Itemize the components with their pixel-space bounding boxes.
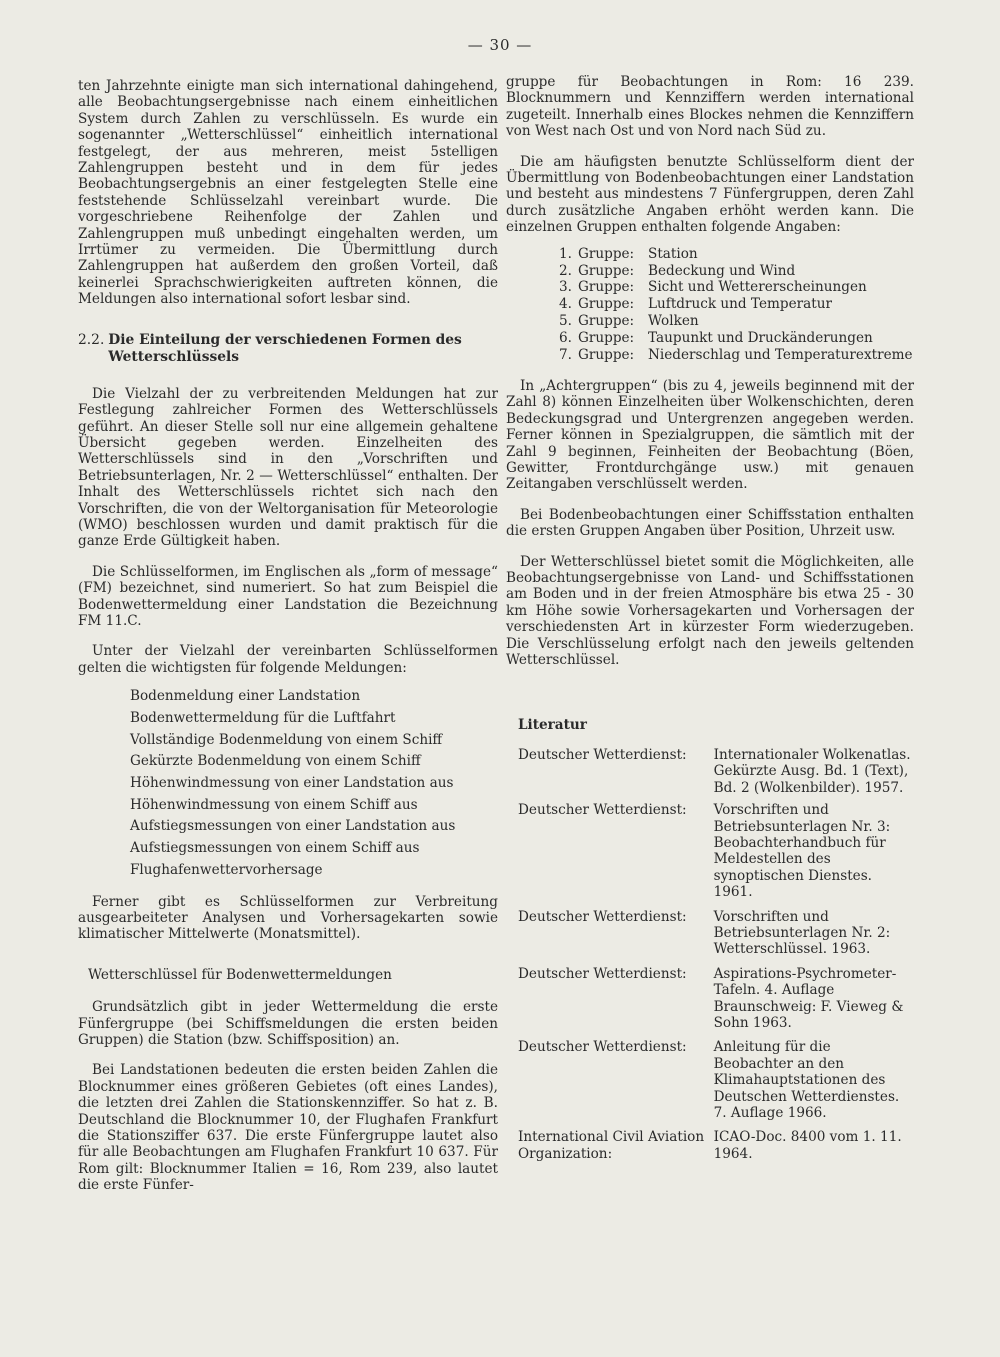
group-text: Bedeckung und Wind (648, 262, 796, 279)
lit-author: Deutscher Wetterdienst: (518, 965, 687, 982)
paragraph: Der Wetterschlüssel bietet somit die Möglichkeiten, alle Beobachtungsergebnisse von Land- und Schiffsstationen am Boden und in der freien Atmosphäre bis etwa 25 - 30 km Höhe sowie Vorhersagekarten und Vorhersagen der verschiedensten Art in kürzester Form wiederzugeben. Die Verschlüsselung erfolgt nach den jeweils geltenden Wetterschlüssel. (506, 553, 914, 669)
lit-author: Deutscher Wetterdienst: (518, 746, 687, 763)
literature-entry (506, 747, 914, 796)
paragraph: gruppe für Beobachtungen in Rom: 16 239. Blocknummern und Kennziffern werden international zugeteilt. Innerhalb eines Blockes nehmen die Kennziffern von West nach Ost und von Nord nach Süd zu. (506, 74, 914, 140)
group-number: 5. (559, 313, 572, 330)
lit-author: International Civil Aviation Organization: (518, 1129, 705, 1162)
literature-heading: Literatur (518, 716, 587, 733)
group-label: Gruppe: (578, 296, 635, 313)
paragraph: Ferner gibt es Schlüsselformen zur Verbreitung ausgearbeiteter Analysen und Vorhersagekarten sowie klimatischer Mittelwerte (Monatsmittel). (78, 893, 498, 943)
list-item: Aufstiegsmessungen von einer Landstation aus (130, 818, 456, 835)
group-item (550, 279, 914, 296)
lit-title: Anleitung für die Beobachter an den Klimahauptstationen des Deutschen Wetterdienstes. 7. Auflage 1966. (713, 1039, 900, 1122)
group-text: Taupunkt und Druckänderungen (648, 330, 873, 347)
group-label: Gruppe: (578, 279, 635, 296)
group-item (550, 330, 914, 347)
group-number: 1. (559, 245, 572, 262)
group-list (550, 246, 914, 364)
group-text: Luftdruck und Temperatur (648, 296, 832, 313)
group-label: Gruppe: (578, 245, 635, 262)
group-label: Gruppe: (578, 262, 635, 279)
left-column (78, 78, 498, 1208)
list-item: Aufstiegsmessungen von einem Schiff aus (130, 840, 420, 857)
list-item: Bodenmeldung einer Landstation (130, 688, 361, 705)
lit-title: Internationaler Wolkenatlas. Gekürzte Ausg. Bd. 1 (Text), Bd. 2 (Wolkenbilder). 1957. (713, 746, 911, 796)
group-number: 6. (559, 330, 572, 347)
group-text: Niederschlag und Temperaturextreme (648, 347, 913, 364)
group-label: Gruppe: (578, 313, 635, 330)
group-text: Sicht und Wettererscheinungen (648, 279, 867, 296)
group-item (550, 246, 914, 263)
group-item (550, 347, 914, 364)
lit-title: ICAO-Doc. 8400 vom 1. 11. 1964. (713, 1129, 902, 1162)
list-item: Höhenwindmessung von einer Landstation aus (130, 775, 454, 791)
group-text: Wolken (648, 313, 699, 330)
paragraph: Unter der Vielzahl der vereinbarten Schlüsselformen gelten die wichtigsten für folgende Meldungen: (78, 643, 498, 676)
group-number: 4. (559, 296, 572, 313)
paragraph: Die Schlüsselformen, im Englischen als „form of message“ (FM) bezeichnet, sind numeriert. So hat zum Beispiel die Bodenwettermeldung einer Landstation die Bezeichnung FM 11.C. (78, 563, 498, 629)
section-heading (78, 332, 498, 366)
literature-entry (506, 1129, 914, 1162)
group-label: Gruppe: (578, 330, 635, 347)
group-number: 2. (559, 262, 572, 279)
list-item: Flughafenwettervorhersage (130, 861, 323, 878)
paragraph: Bei Landstationen bedeuten die ersten beiden Zahlen die Blocknummer eines größeren Gebietes (oft eines Landes), die letzten drei Zahlen die Stationskennziffer. So hat z. B. Deutschland die Blocknummer 10, der Flughafen Frankfurt die Stationsziffer 637. Die erste Fünfergruppe lautet also für alle Beobachtungen am Flughafen Frankfurt 10 637. Für Rom gilt: Blocknummer Italien = 16, Rom 239, also lautet die erste Fünfer- (78, 1062, 498, 1194)
lit-title: Aspirations-Psychrometer-Tafeln. 4. Auflage Braunschweig: F. Vieweg & Sohn 1963. (713, 965, 904, 1031)
group-item (550, 263, 914, 280)
group-number: 3. (559, 279, 572, 296)
paragraph: Grundsätzlich gibt in jeder Wettermeldung die erste Fünfergruppe (bei Schiffsmeldungen die ersten beiden Gruppen) die Station (bzw. Schiffsposition) an. (78, 999, 498, 1048)
paragraph: In „Achtergruppen“ (bis zu 4, jeweils beginnend mit der Zahl 8) können Einzelheiten über Wolkenschichten, deren Bedeckungsgrad und Untergrenzen angegeben werden. Ferner können in Spezialgruppen, die sämtlich mit der Zahl 9 beginnen, Feinheiten der Beobachtung (Böen, Gewitter, Frontdurchgänge usw.) mit genauen Zeitangaben verschlüsselt werden. (506, 378, 914, 493)
group-text: Station (648, 245, 698, 262)
lit-title: Vorschriften und Betriebsunterlagen Nr. 2: Wetterschlüssel. 1963. (713, 908, 891, 958)
message-type-list (130, 686, 498, 881)
paragraph: ten Jahrzehnte einigte man sich international dahingehend, alle Beobachtungsergebnisse nach einem einheitlichen System durch Zahlen zu verschlüsseln. Es wurde ein sogenannter „Wetterschlüssel“ einheitlich international festgelegt, der aus mehreren, meist 5stelligen Zahlengruppen besteht und in dem für jedes Beobachtungsergebnis an einer festgelegten Stelle eine feststehende Schlüsselzahl vereinbart wurde. Die vorgeschriebene Reihenfolge der Zahlen und Zahlengruppen muß unbedingt eingehalten werden, um Irrtümer zu vermeiden. Die Übermittlung durch Zahlengruppen hat außerdem den großen Vorteil, daß keinerlei Sprachschwierigkeiten auftreten können, die Meldungen also international sofort lesbar sind. (78, 78, 498, 308)
paragraph: Die am häufigsten benutzte Schlüsselform dient der Übermittlung von Bodenbeobachtungen einer Landstation und besteht aus mindestens 7 Fünfergruppen, deren Zahl durch zusätzliche Angaben erhöht werden kann. Die einzelnen Gruppen enthalten folgende Angaben: (506, 153, 914, 236)
literature-entry (506, 966, 914, 1032)
list-item: Gekürzte Bodenmeldung von einem Schiff (130, 753, 421, 770)
group-label: Gruppe: (578, 347, 635, 364)
literature-entry (506, 1039, 914, 1121)
section-title: Die Einteilung der verschiedenen Formen des Wetterschlüssels (108, 331, 462, 365)
list-item: Höhenwindmessung von einem Schiff aus (130, 796, 418, 813)
literature-entry (506, 909, 914, 958)
literature-entry (506, 802, 914, 900)
group-item (550, 313, 914, 330)
lit-author: Deutscher Wetterdienst: (518, 1039, 687, 1056)
paragraph: Bei Bodenbeobachtungen einer Schiffsstation enthalten die ersten Gruppen Angaben über Position, Uhrzeit usw. (506, 506, 914, 540)
group-item (550, 296, 914, 313)
paragraph: Die Vielzahl der zu verbreitenden Meldungen hat zur Festlegung zahlreicher Formen des Wetterschlüssels geführt. An dieser Stelle soll nur eine allgemein gehaltene Übersicht gegeben werden. Einzelheiten des Wetterschlüssels sind in den „Vorschriften und Betriebsunterlagen, Nr. 2 — Wetterschlüssel“ enthalten. Der Inhalt des Wetterschlüssels richtet sich nach den Vorschriften, die von der Weltorganisation für Meteorologie (WMO) beschlossen wurden und damit praktisch für die ganze Erde Gültigkeit haben. (78, 385, 498, 550)
list-item: Vollständige Bodenmeldung von einem Schiff (130, 731, 443, 748)
lit-author: Deutscher Wetterdienst: (518, 802, 687, 819)
lit-title: Vorschriften und Betriebsunterlagen Nr. 3: Beobachterhandbuch für Meldestellen des synoptischen Dienstes. 1961. (713, 802, 891, 901)
group-number: 7. (559, 347, 572, 364)
list-item: Bodenwettermeldung für die Luftfahrt (130, 709, 396, 726)
section-number: 2.2. (78, 331, 105, 348)
page-number: — 30 — (467, 36, 533, 54)
lit-author: Deutscher Wetterdienst: (518, 908, 687, 925)
right-column (506, 74, 914, 1170)
subheading: Wetterschlüssel für Bodenwettermeldungen (88, 966, 392, 983)
